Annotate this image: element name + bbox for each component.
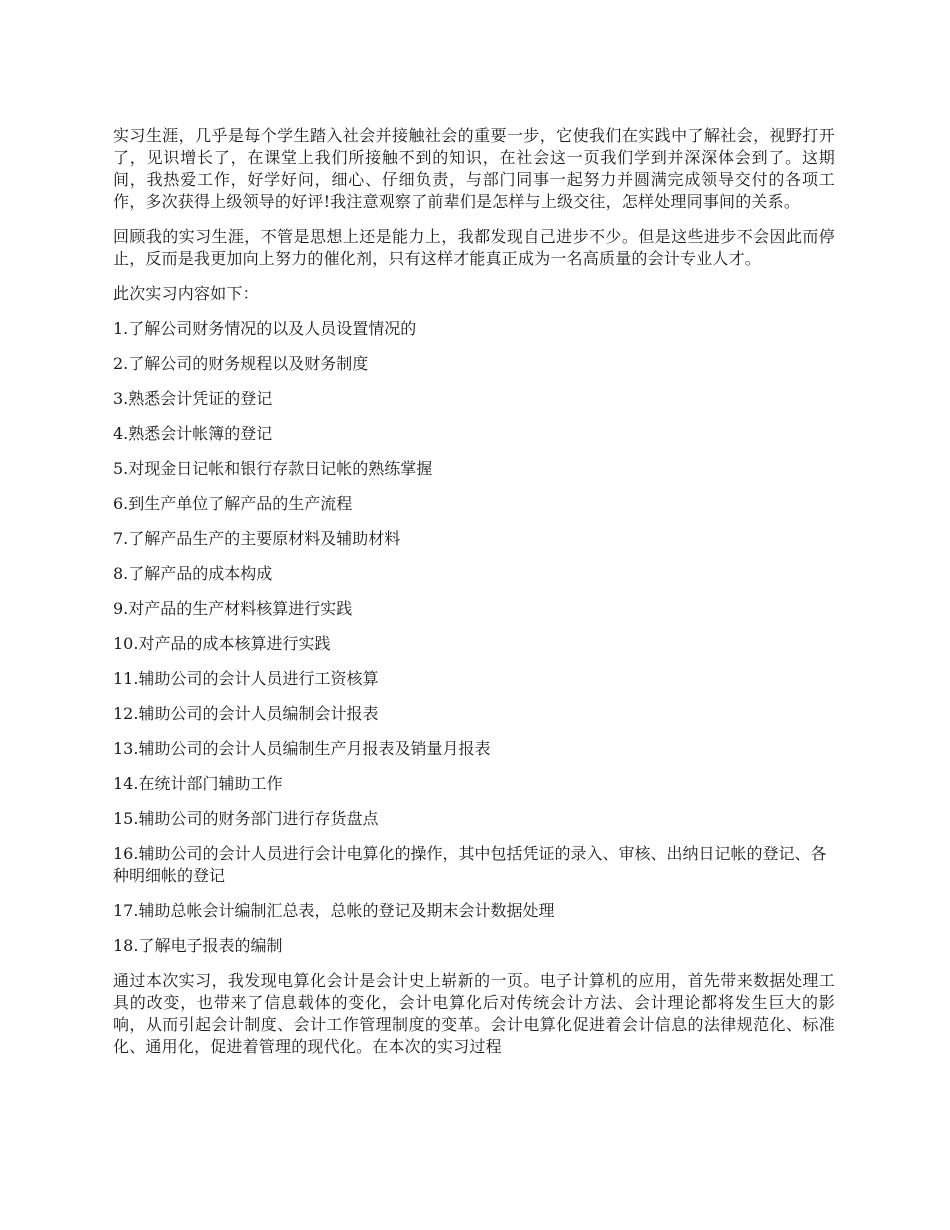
list-item: 7.了解产品生产的主要原材料及辅助材料	[113, 529, 401, 548]
list-item: 17.辅助总帐会计编制汇总表，总帐的登记及期末会计数据处理	[113, 901, 555, 920]
closing-paragraph: 通过本次实习，我发现电算化会计是会计史上崭新的一页。电子计算机的应用，首先带来数据处理工具的改变，也带来了信息载体的变化，会计电算化后对传统会计方法、会计理论都将发生巨大的影响，从而引起会计制度、会计工作管理制度的变革。会计电算化促进着会计信息的法律规范化、标准化、通用化，促进着管理的现代化。在本次的实习过程	[113, 971, 835, 1056]
list-item: 14.在统计部门辅助工作	[113, 774, 283, 793]
list-item: 18.了解电子报表的编制	[113, 936, 283, 955]
list-item: 4.熟悉会计帐簿的登记	[113, 424, 273, 443]
list-item: 3.熟悉会计凭证的登记	[113, 389, 273, 408]
intro-paragraph-2: 回顾我的实习生涯，不管是思想上还是能力上，我都发现自己进步不少。但是这些进步不会因此而停止，反而是我更加向上努力的催化剂，只有这样才能真正成为一名高质量的会计专业人才。	[113, 227, 835, 268]
internship-content-list	[113, 318, 835, 957]
list-item: 2.了解公司的财务规程以及财务制度	[113, 354, 369, 373]
intro-paragraph-1: 实习生涯，几乎是每个学生踏入社会并接触社会的重要一步，它使我们在实践中了解社会，视野打开了，见识增长了，在课堂上我们所接触不到的知识，在社会这一页我们学到并深深体会到了。这期间，我热爱工作，好学好问，细心、仔细负责，与部门同事一起努力并圆满完成领导交付的各项工作，多次获得上级领导的好评!我注意观察了前辈们是怎样与上级交往，怎样处理同事间的关系。	[113, 126, 835, 211]
list-heading: 此次实习内容如下：	[113, 284, 259, 303]
list-item: 16.辅助公司的会计人员进行会计电算化的操作，其中包括凭证的录入、审核、出纳日记帐的登记、各种明细帐的登记	[113, 844, 827, 885]
list-item: 6.到生产单位了解产品的生产流程	[113, 494, 353, 513]
list-item: 9.对产品的生产材料核算进行实践	[113, 599, 353, 618]
document-page	[113, 125, 835, 1071]
list-item: 5.对现金日记帐和银行存款日记帐的熟练掌握	[113, 459, 433, 478]
list-item: 11.辅助公司的会计人员进行工资核算	[113, 669, 379, 688]
list-item: 15.辅助公司的财务部门进行存货盘点	[113, 809, 379, 828]
list-item: 8.了解产品的成本构成	[113, 564, 273, 583]
list-item: 12.辅助公司的会计人员编制会计报表	[113, 704, 379, 723]
list-item: 13.辅助公司的会计人员编制生产月报表及销量月报表	[113, 739, 491, 758]
list-item: 10.对产品的成本核算进行实践	[113, 634, 331, 653]
list-item: 1.了解公司财务情况的以及人员设置情况的	[113, 319, 417, 338]
